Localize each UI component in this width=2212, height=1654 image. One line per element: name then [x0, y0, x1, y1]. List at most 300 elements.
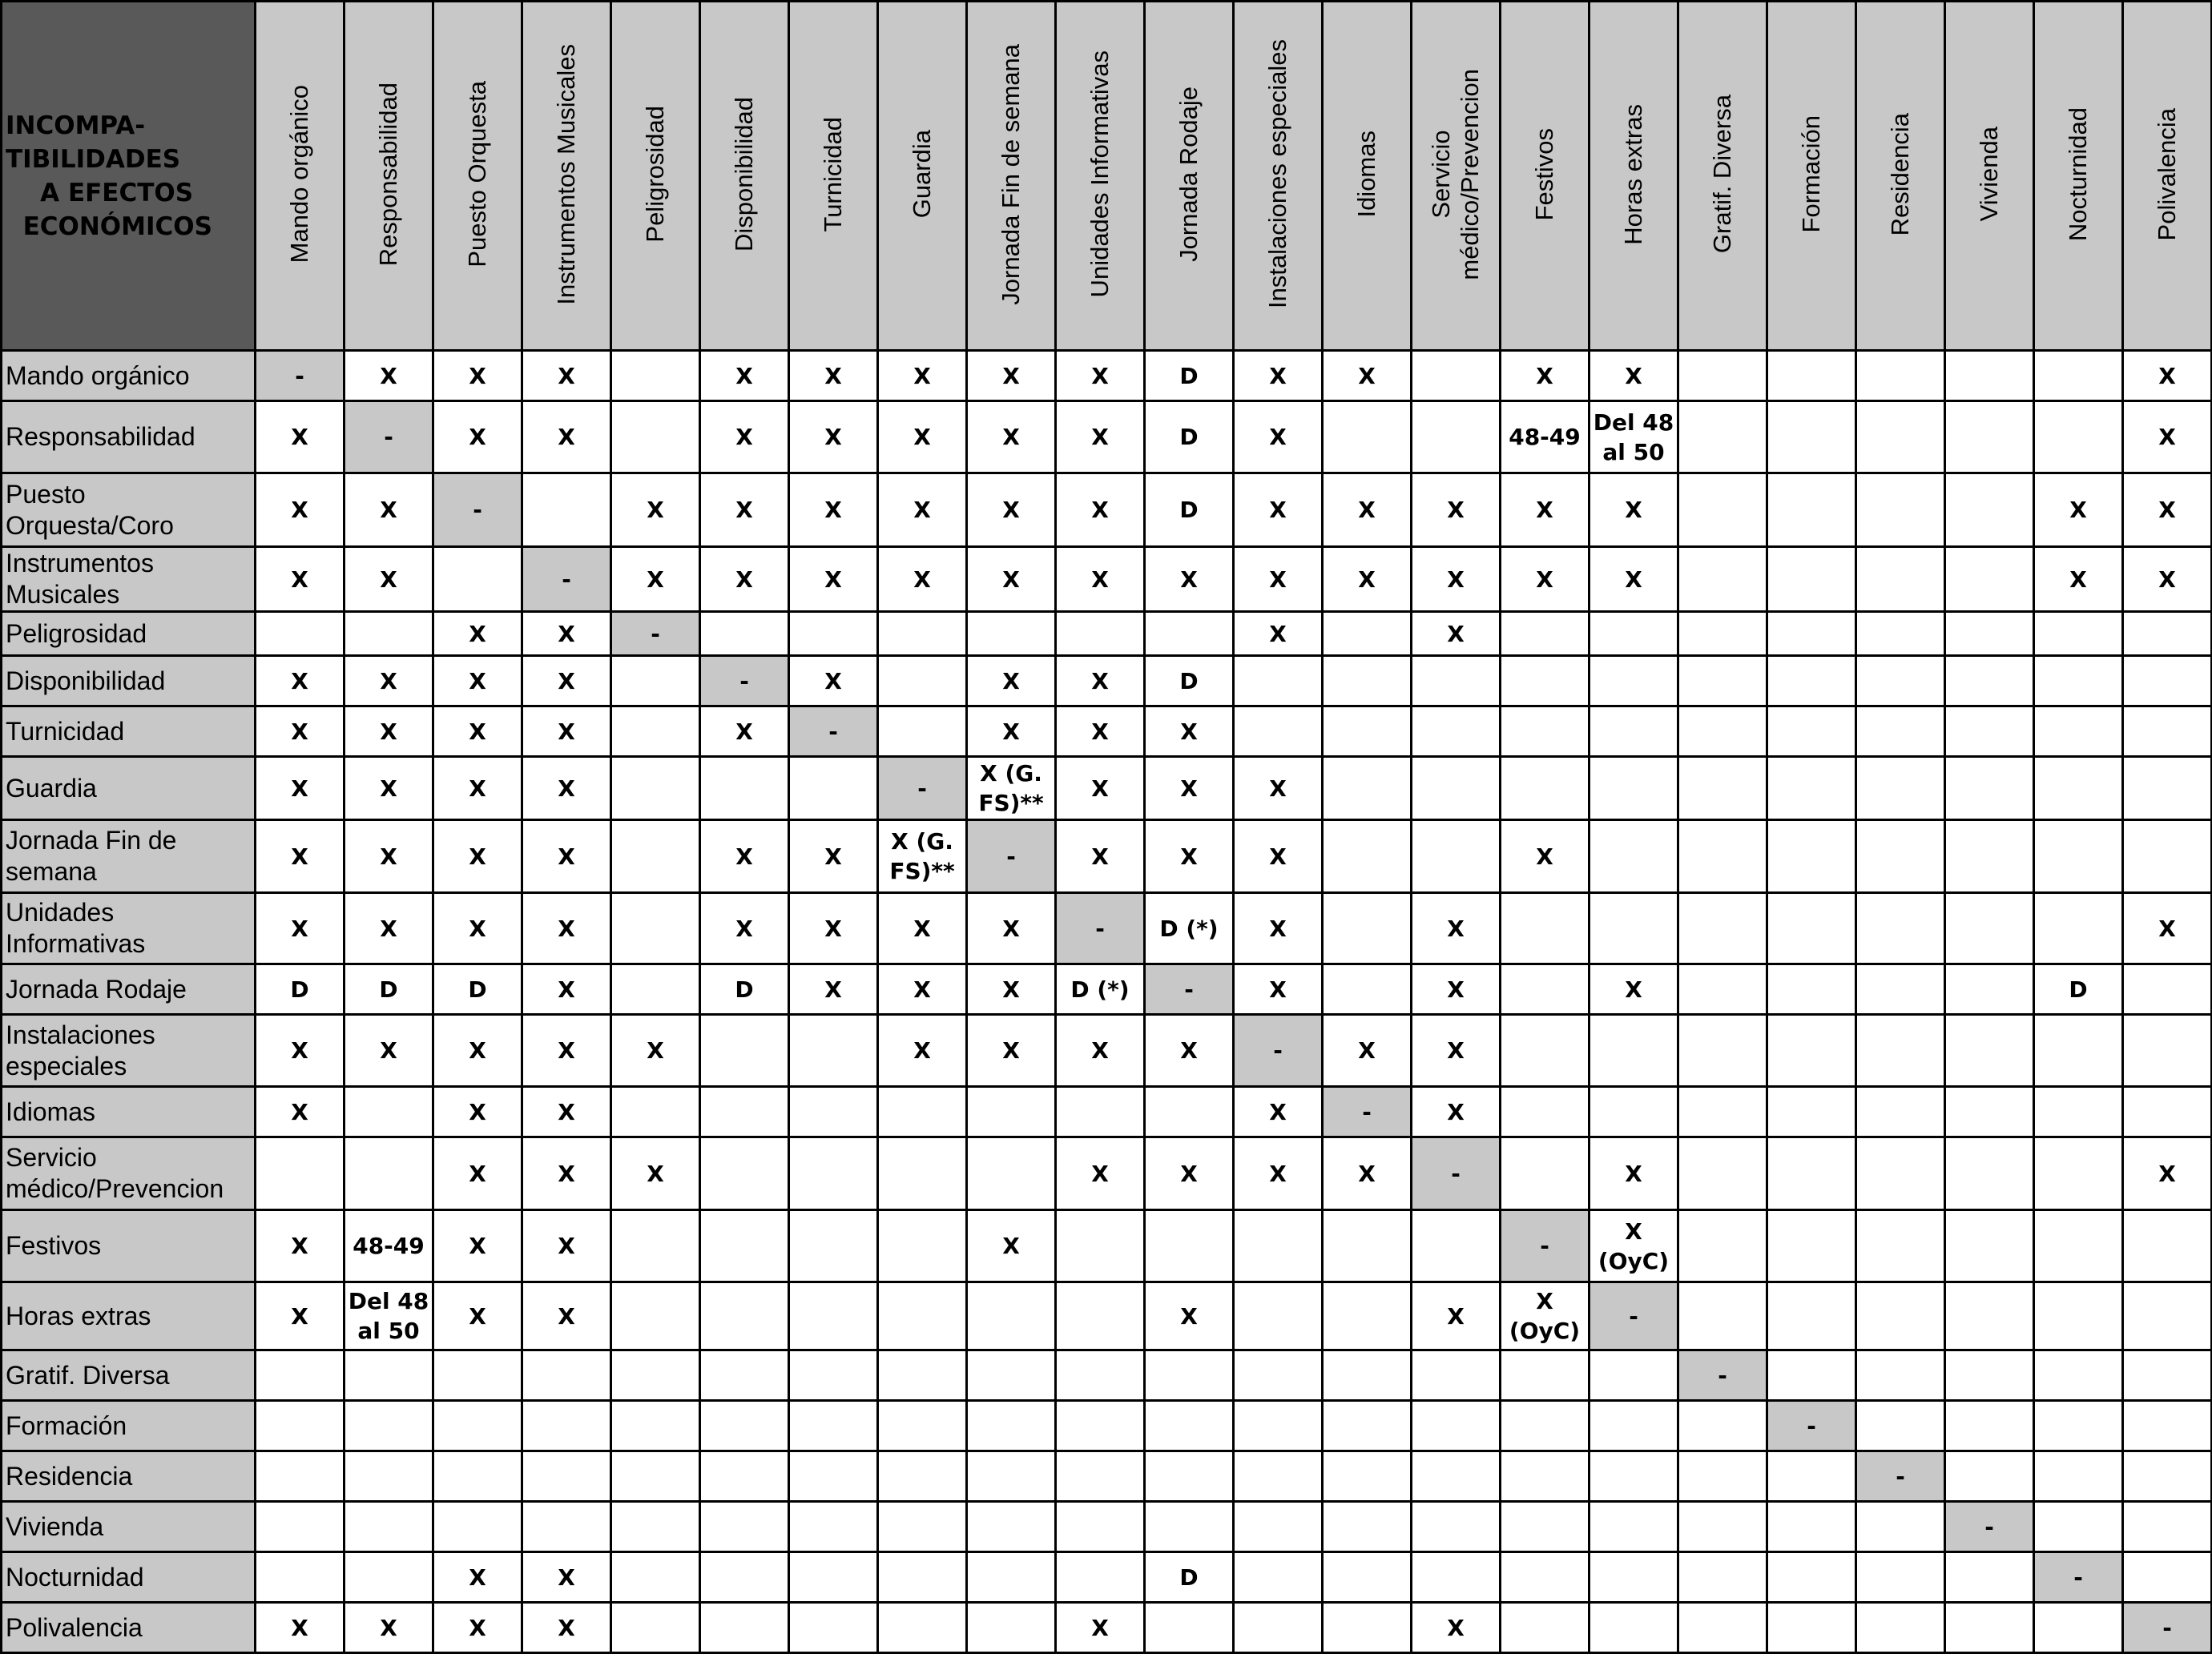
matrix-cell: [1767, 1603, 1856, 1653]
matrix-cell: [1945, 1350, 2034, 1401]
matrix-cell: [1856, 1552, 1945, 1603]
matrix-cell: [967, 1087, 1056, 1137]
matrix-cell: [1856, 612, 1945, 656]
matrix-cell: X: [522, 1552, 611, 1603]
matrix-cell: [878, 1502, 967, 1552]
matrix-cell: [2034, 1137, 2123, 1210]
matrix-cell: X: [1056, 757, 1145, 820]
matrix-cell: D: [2034, 964, 2123, 1015]
matrix-cell: [1678, 893, 1767, 964]
matrix-cell: X: [256, 1603, 344, 1653]
diagonal-cell: -: [700, 656, 789, 706]
diagonal-cell: -: [967, 820, 1056, 893]
matrix-cell: X (G. FS)**: [878, 820, 967, 893]
matrix-cell: X: [1323, 547, 1412, 612]
matrix-cell: [1856, 757, 1945, 820]
matrix-cell: [1501, 656, 1589, 706]
matrix-cell: [967, 1552, 1056, 1603]
matrix-cell: [1856, 1137, 1945, 1210]
matrix-cell: [1856, 964, 1945, 1015]
matrix-cell: [967, 1282, 1056, 1350]
matrix-cell: [1856, 1282, 1945, 1350]
matrix-cell: X: [878, 547, 967, 612]
matrix-cell: X: [700, 547, 789, 612]
matrix-cell: [700, 1137, 789, 1210]
matrix-cell: [789, 1552, 878, 1603]
matrix-cell: [1323, 820, 1412, 893]
matrix-cell: X: [1323, 1137, 1412, 1210]
matrix-cell: X: [700, 706, 789, 757]
matrix-cell: X: [1056, 1137, 1145, 1210]
matrix-cell: [700, 1603, 789, 1653]
matrix-cell: [1234, 1552, 1323, 1603]
matrix-cell: X: [878, 964, 967, 1015]
matrix-cell: [1945, 820, 2034, 893]
matrix-cell: [1501, 1451, 1589, 1502]
matrix-cell: [1767, 351, 1856, 401]
matrix-cell: [1056, 1451, 1145, 1502]
column-header: [1945, 2, 2034, 351]
matrix-cell: X: [1145, 1137, 1234, 1210]
matrix-cell: [1234, 1451, 1323, 1502]
matrix-cell: 48-49: [1501, 401, 1589, 473]
matrix-cell: [522, 1451, 611, 1502]
matrix-cell: X: [700, 820, 789, 893]
matrix-cell: [1945, 1015, 2034, 1087]
matrix-cell: X: [1589, 473, 1678, 547]
matrix-cell: [878, 1210, 967, 1282]
matrix-cell: X: [1412, 964, 1501, 1015]
matrix-cell: [700, 1552, 789, 1603]
matrix-cell: [878, 1350, 967, 1401]
matrix-cell: X: [522, 706, 611, 757]
diagonal-cell: -: [878, 757, 967, 820]
matrix-cell: [611, 1451, 700, 1502]
row-header: Jornada Fin de semana: [2, 820, 256, 893]
matrix-cell: X: [789, 401, 878, 473]
row-header: Festivos: [2, 1210, 256, 1282]
column-header: [522, 2, 611, 351]
matrix-cell: [611, 1210, 700, 1282]
matrix-cell: [1678, 820, 1767, 893]
matrix-cell: [2123, 1502, 2212, 1552]
matrix-cell: [1767, 1210, 1856, 1282]
matrix-cell: X: [967, 964, 1056, 1015]
matrix-cell: X: [1056, 351, 1145, 401]
matrix-cell: X: [2123, 473, 2212, 547]
matrix-cell: Del 48 al 50: [1589, 401, 1678, 473]
matrix-cell: X: [700, 351, 789, 401]
matrix-cell: [611, 1401, 700, 1451]
matrix-cell: D (*): [1145, 893, 1234, 964]
matrix-cell: [2034, 1451, 2123, 1502]
matrix-cell: [611, 820, 700, 893]
matrix-cell: [2034, 1282, 2123, 1350]
matrix-cell: [878, 706, 967, 757]
diagonal-cell: -: [2034, 1552, 2123, 1603]
matrix-cell: X: [1234, 964, 1323, 1015]
matrix-cell: [1323, 1401, 1412, 1451]
matrix-cell: [967, 1502, 1056, 1552]
matrix-cell: [611, 1282, 700, 1350]
matrix-cell: [1412, 1401, 1501, 1451]
column-header: [2123, 2, 2212, 351]
matrix-cell: [878, 656, 967, 706]
matrix-cell: [1323, 1603, 1412, 1653]
column-header-label: Polivalencia: [2153, 107, 2181, 241]
matrix-cell: [522, 1350, 611, 1401]
matrix-cell: X: [2123, 547, 2212, 612]
table-row: [2, 964, 2212, 1015]
matrix-cell: X: [433, 656, 522, 706]
matrix-cell: X: [256, 1015, 344, 1087]
matrix-title-line: A EFECTOS: [6, 178, 194, 207]
column-header-label: Gratif. Diversa: [1708, 95, 1736, 254]
matrix-cell: [1056, 1210, 1145, 1282]
matrix-cell: [1234, 656, 1323, 706]
matrix-cell: D: [1145, 656, 1234, 706]
matrix-cell: [700, 1015, 789, 1087]
matrix-cell: X: [1589, 1137, 1678, 1210]
matrix-cell: [789, 1603, 878, 1653]
matrix-cell: [1501, 1015, 1589, 1087]
matrix-cell: X: [1323, 1015, 1412, 1087]
table-row: [2, 1350, 2212, 1401]
matrix-cell: [1234, 1502, 1323, 1552]
table-row: [2, 547, 2212, 612]
matrix-cell: [1767, 1502, 1856, 1552]
matrix-cell: X: [1501, 351, 1589, 401]
matrix-cell: X: [344, 820, 433, 893]
matrix-cell: X: [1056, 401, 1145, 473]
row-header: Horas extras: [2, 1282, 256, 1350]
matrix-cell: X: [1056, 1603, 1145, 1653]
matrix-cell: X: [967, 351, 1056, 401]
matrix-cell: X: [522, 351, 611, 401]
matrix-cell: X: [256, 757, 344, 820]
column-header-label: Horas extras: [1619, 103, 1647, 245]
matrix-cell: [611, 964, 700, 1015]
matrix-cell: X: [1501, 820, 1589, 893]
matrix-cell: [1412, 1210, 1501, 1282]
matrix-cell: X: [2123, 893, 2212, 964]
matrix-cell: D: [1145, 401, 1234, 473]
matrix-cell: [344, 1137, 433, 1210]
matrix-cell: [611, 656, 700, 706]
matrix-cell: [1323, 893, 1412, 964]
column-header: [256, 2, 344, 351]
matrix-cell: X: [522, 656, 611, 706]
matrix-cell: X: [433, 893, 522, 964]
column-header: [433, 2, 522, 351]
matrix-cell: [1589, 1401, 1678, 1451]
matrix-cell: X: [878, 473, 967, 547]
matrix-cell: [2034, 1087, 2123, 1137]
table-row: [2, 1451, 2212, 1502]
matrix-cell: X: [1056, 547, 1145, 612]
matrix-cell: X: [1056, 706, 1145, 757]
matrix-cell: X: [344, 893, 433, 964]
matrix-cell: [2034, 893, 2123, 964]
matrix-cell: [789, 1451, 878, 1502]
matrix-cell: X: [1234, 612, 1323, 656]
matrix-cell: X: [1412, 547, 1501, 612]
matrix-cell: X: [1234, 893, 1323, 964]
matrix-cell: X: [700, 401, 789, 473]
matrix-cell: [1767, 547, 1856, 612]
matrix-cell: X: [611, 1137, 700, 1210]
matrix-cell: [1056, 1282, 1145, 1350]
matrix-cell: X: [611, 473, 700, 547]
matrix-cell: [1678, 1210, 1767, 1282]
matrix-cell: [344, 1502, 433, 1552]
matrix-cell: [1945, 473, 2034, 547]
matrix-cell: [2034, 1210, 2123, 1282]
column-header-label: Instalaciones especiales: [1263, 39, 1291, 309]
matrix-cell: [1234, 1350, 1323, 1401]
matrix-cell: [256, 1502, 344, 1552]
matrix-cell: [700, 1282, 789, 1350]
matrix-cell: X: [1412, 1603, 1501, 1653]
matrix-cell: [1678, 351, 1767, 401]
matrix-cell: X: [522, 1603, 611, 1653]
column-header: [611, 2, 700, 351]
column-header-label: Unidades Informativas: [1086, 50, 1114, 298]
matrix-cell: X: [256, 1282, 344, 1350]
matrix-cell: X: [433, 1137, 522, 1210]
matrix-cell: [1856, 706, 1945, 757]
matrix-cell: X: [433, 706, 522, 757]
matrix-cell: 48-49: [344, 1210, 433, 1282]
column-header-label: Peligrosidad: [641, 106, 669, 243]
matrix-cell: X: [522, 1087, 611, 1137]
diagonal-cell: -: [522, 547, 611, 612]
matrix-cell: [1767, 1137, 1856, 1210]
matrix-cell: [1501, 1087, 1589, 1137]
matrix-cell: [1501, 706, 1589, 757]
matrix-cell: [1501, 757, 1589, 820]
matrix-cell: [522, 1502, 611, 1552]
matrix-cell: [878, 1451, 967, 1502]
matrix-cell: [611, 757, 700, 820]
matrix-cell: X: [1412, 1015, 1501, 1087]
column-header: [1589, 2, 1678, 351]
matrix-cell: X: [2034, 547, 2123, 612]
matrix-cell: X: [1589, 351, 1678, 401]
matrix-cell: [2034, 1502, 2123, 1552]
matrix-cell: X: [344, 351, 433, 401]
matrix-cell: X: [1234, 351, 1323, 401]
matrix-cell: X: [344, 706, 433, 757]
matrix-cell: X: [967, 473, 1056, 547]
matrix-cell: [700, 1210, 789, 1282]
matrix-cell: X: [1145, 820, 1234, 893]
matrix-cell: [878, 1552, 967, 1603]
matrix-cell: [878, 612, 967, 656]
table-row: [2, 1552, 2212, 1603]
matrix-cell: [1412, 820, 1501, 893]
matrix-cell: [1856, 401, 1945, 473]
matrix-cell: [1501, 1603, 1589, 1653]
matrix-cell: [1945, 401, 2034, 473]
matrix-cell: [1145, 1087, 1234, 1137]
matrix-cell: X: [1323, 351, 1412, 401]
matrix-cell: [1145, 1502, 1234, 1552]
matrix-cell: [2123, 706, 2212, 757]
matrix-cell: [1234, 1282, 1323, 1350]
matrix-cell: [1323, 1282, 1412, 1350]
matrix-cell: D (*): [1056, 964, 1145, 1015]
matrix-cell: [522, 473, 611, 547]
matrix-cell: X: [878, 893, 967, 964]
matrix-cell: X: [1412, 473, 1501, 547]
table-row: [2, 1137, 2212, 1210]
matrix-cell: [344, 1552, 433, 1603]
matrix-cell: [1323, 706, 1412, 757]
matrix-cell: X: [700, 473, 789, 547]
matrix-cell: [1767, 964, 1856, 1015]
matrix-cell: [1056, 1401, 1145, 1451]
matrix-cell: [344, 1401, 433, 1451]
matrix-cell: [256, 1451, 344, 1502]
row-header: Vivienda: [2, 1502, 256, 1552]
matrix-cell: [789, 612, 878, 656]
matrix-cell: [344, 1087, 433, 1137]
row-header: Responsabilidad: [2, 401, 256, 473]
matrix-cell: [1678, 401, 1767, 473]
matrix-cell: [789, 1282, 878, 1350]
matrix-cell: [611, 706, 700, 757]
matrix-cell: [1589, 1451, 1678, 1502]
matrix-cell: X: [256, 656, 344, 706]
matrix-cell: X: [1145, 1015, 1234, 1087]
matrix-cell: [1945, 656, 2034, 706]
matrix-cell: [1234, 706, 1323, 757]
matrix-cell: X: [1145, 706, 1234, 757]
matrix-cell: [1767, 1087, 1856, 1137]
matrix-cell: [1589, 893, 1678, 964]
matrix-cell: [611, 351, 700, 401]
matrix-cell: [1856, 1603, 1945, 1653]
matrix-cell: [1501, 893, 1589, 964]
row-header: Instrumentos Musicales: [2, 547, 256, 612]
matrix-cell: [1412, 1451, 1501, 1502]
matrix-cell: X: [344, 1015, 433, 1087]
matrix-cell: [1678, 547, 1767, 612]
matrix-cell: [611, 401, 700, 473]
column-header-label: Responsabilidad: [374, 82, 402, 267]
matrix-cell: [2123, 656, 2212, 706]
matrix-cell: X (OyC): [1589, 1210, 1678, 1282]
matrix-cell: X: [522, 1282, 611, 1350]
diagonal-cell: -: [611, 612, 700, 656]
column-header: [789, 2, 878, 351]
matrix-cell: [1501, 1137, 1589, 1210]
matrix-cell: [789, 1502, 878, 1552]
matrix-cell: [1056, 1502, 1145, 1552]
matrix-cell: X: [256, 893, 344, 964]
matrix-cell: X: [1501, 473, 1589, 547]
matrix-cell: [433, 1401, 522, 1451]
matrix-cell: X: [611, 547, 700, 612]
matrix-cell: [789, 1401, 878, 1451]
matrix-cell: [1145, 1451, 1234, 1502]
matrix-cell: [1945, 351, 2034, 401]
table-row: [2, 1015, 2212, 1087]
matrix-cell: X: [1234, 1087, 1323, 1137]
matrix-cell: X: [1056, 1015, 1145, 1087]
matrix-cell: [522, 1401, 611, 1451]
column-header-label: Turnicidad: [819, 116, 847, 232]
matrix-cell: X: [522, 612, 611, 656]
matrix-cell: X: [344, 656, 433, 706]
matrix-cell: [1767, 1552, 1856, 1603]
matrix-cell: X: [522, 401, 611, 473]
matrix-cell: [1767, 1282, 1856, 1350]
matrix-cell: X: [1145, 547, 1234, 612]
matrix-cell: [1056, 1350, 1145, 1401]
matrix-cell: [700, 1350, 789, 1401]
matrix-cell: X: [1234, 473, 1323, 547]
matrix-cell: [1678, 757, 1767, 820]
matrix-cell: [1323, 1502, 1412, 1552]
matrix-cell: [1767, 612, 1856, 656]
column-header: [1678, 2, 1767, 351]
matrix-cell: X: [256, 1087, 344, 1137]
matrix-title-line: ECONÓMICOS: [6, 211, 212, 241]
matrix-cell: X: [2123, 351, 2212, 401]
column-header: [878, 2, 967, 351]
matrix-cell: X: [1145, 757, 1234, 820]
matrix-cell: [256, 1401, 344, 1451]
matrix-cell: [2034, 1401, 2123, 1451]
matrix-cell: X: [433, 820, 522, 893]
column-header: [1056, 2, 1145, 351]
matrix-cell: [1589, 1015, 1678, 1087]
matrix-cell: [611, 1502, 700, 1552]
table-row: [2, 473, 2212, 547]
matrix-cell: [700, 612, 789, 656]
matrix-cell: X: [878, 1015, 967, 1087]
matrix-cell: [256, 1552, 344, 1603]
matrix-cell: [1945, 547, 2034, 612]
diagonal-cell: -: [1234, 1015, 1323, 1087]
matrix-cell: X: [256, 1210, 344, 1282]
row-header: Puesto Orquesta/Coro: [2, 473, 256, 547]
matrix-cell: [878, 1087, 967, 1137]
matrix-cell: [967, 1137, 1056, 1210]
matrix-cell: X: [256, 706, 344, 757]
matrix-cell: [967, 1401, 1056, 1451]
column-header: [967, 2, 1056, 351]
matrix-cell: [878, 1137, 967, 1210]
matrix-cell: [1501, 964, 1589, 1015]
matrix-cell: X: [256, 820, 344, 893]
matrix-cell: [1767, 1015, 1856, 1087]
matrix-cell: X: [1323, 473, 1412, 547]
matrix-cell: X: [433, 612, 522, 656]
table-row: [2, 893, 2212, 964]
matrix-cell: [1589, 1552, 1678, 1603]
matrix-cell: [2034, 612, 2123, 656]
matrix-cell: [878, 1282, 967, 1350]
matrix-cell: [1856, 1210, 1945, 1282]
matrix-cell: [2123, 1401, 2212, 1451]
diagonal-cell: -: [256, 351, 344, 401]
matrix-cell: [789, 1137, 878, 1210]
matrix-cell: [344, 612, 433, 656]
matrix-cell: X: [522, 1210, 611, 1282]
